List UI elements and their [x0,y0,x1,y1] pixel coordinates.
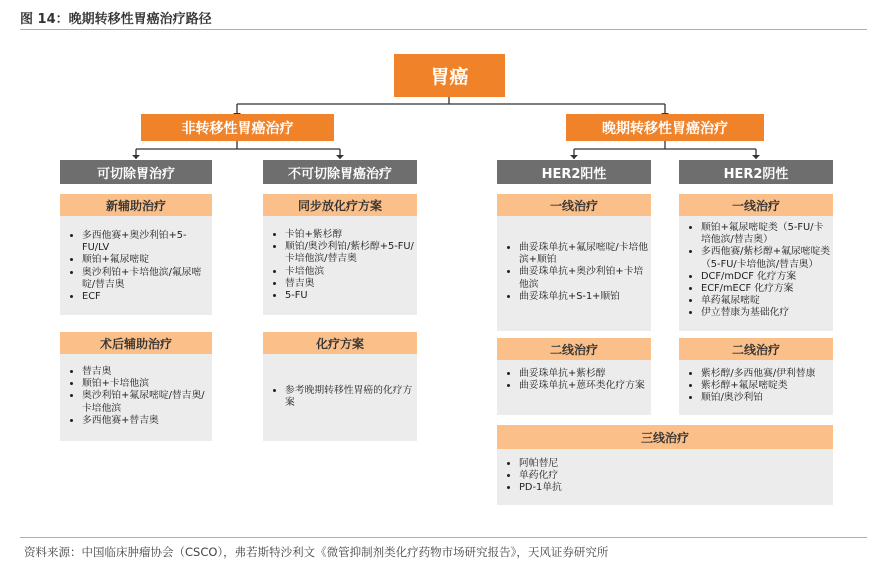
list-item: • 曲妥珠单抗+蒽环类化疗方案 [519,380,651,392]
her2pos-first-line-list [497,242,651,303]
third-line-list [497,458,833,495]
chemo-list [263,385,417,409]
list-item: • 多西他赛+替吉奥 [82,415,212,427]
her2neg-first-line-title: 一线治疗 [731,198,780,213]
list-item: • 替吉奥 [285,278,417,290]
bottom-rule [20,537,867,538]
root-node-gastric-cancer [394,54,505,97]
list-item: • ECF/mECF 化疗方案 [701,283,833,295]
node-resectable [60,160,212,184]
list-item: • 单药化疗 [519,470,833,482]
list-item: • 阿帕替尼 [519,458,833,470]
her2pos-first-line-title: 一线治疗 [549,198,598,213]
unresectable-label: 不可切除胃癌治疗 [287,166,392,182]
panel-her2pos-first-line [497,216,651,331]
list-item: • 顺铂/奥沙利铂/紫杉醇+5-FU/卡培他滨/替吉奥 [285,241,417,265]
header-chemoradiation [263,194,417,216]
chemo-title: 化疗方案 [315,336,364,351]
non-metastatic-label: 非转移性胃癌治疗 [181,120,294,137]
figure-title: 图 14：晚期转移性胃癌治疗路径 [20,12,212,27]
header-adjuvant [60,332,212,354]
list-item: • 单药氟尿嘧啶 [701,295,833,307]
list-item: • 曲妥珠单抗+氟尿嘧啶/卡培他滨+顺铂 [519,242,651,266]
root-label: 胃癌 [430,66,469,88]
header-neoadjuvant [60,194,212,216]
neoadjuvant-title: 新辅助治疗 [105,198,166,213]
header-chemo [263,332,417,354]
node-unresectable [263,160,417,184]
list-item: • 紫杉醇+氟尿嘧啶类 [701,380,833,392]
her2-negative-label: HER2阴性 [723,166,789,182]
list-item: • 5-FU [285,290,417,302]
chemoradiation-title: 同步放化疗方案 [297,198,382,213]
node-non-metastatic [141,114,334,141]
list-item: • 顺铂/奥沙利铂 [701,392,833,404]
list-item: • 奥沙利铂+卡培他滨/氟尿嘧啶/替吉奥 [82,267,212,291]
top-rule [20,29,867,30]
her2neg-second-line-title: 二线治疗 [731,342,780,357]
panel-third-line [497,449,833,505]
node-her2-negative [679,160,833,184]
list-item: • 卡铂+紫杉醇 [285,229,417,241]
list-item: • 顺铂+氟尿嘧啶类（5-FU/卡培他滨/替吉奥） [701,222,833,246]
third-line-title: 三线治疗 [640,430,689,445]
adjuvant-list [60,366,212,427]
header-her2pos-second-line [497,338,651,360]
source-note: 资料来源：中国临床肿瘤协会（CSCO），弗若斯特沙利文《微管抑制剂类化疗药物市场研究报告》，天风证券研究所 [24,545,609,559]
list-item: • 紫杉醇/多西他赛/伊利替康 [701,368,833,380]
list-item: • 卡培他滨 [285,266,417,278]
metastatic-label: 晚期转移性胃癌治疗 [602,120,728,137]
panel-her2pos-second-line [497,360,651,415]
list-item: • 替吉奥 [82,366,212,378]
list-item: • 顺铂+卡培他滨 [82,378,212,390]
her2pos-second-line-title: 二线治疗 [549,342,598,357]
node-her2-positive [497,160,651,184]
list-item: • PD-1单抗 [519,482,833,494]
list-item: • 顺铂+氟尿嘧啶 [82,254,212,266]
header-her2neg-second-line [679,338,833,360]
list-item: • 曲妥珠单抗+S-1+顺铂 [519,291,651,303]
header-her2neg-first-line [679,194,833,216]
node-metastatic [566,114,764,141]
panel-neoadjuvant [60,216,212,315]
her2neg-second-line-list [679,368,833,405]
list-item: • 参考晚期转移性胃癌的化疗方案 [285,385,417,409]
her2neg-first-line-list [679,222,833,320]
adjuvant-title: 术后辅助治疗 [99,336,172,351]
her2pos-second-line-list [497,368,651,392]
list-item: • 曲妥珠单抗+紫杉醇 [519,368,651,380]
resectable-label: 可切除胃治疗 [96,166,175,182]
chemoradiation-list [263,229,417,302]
list-item: • 多西他赛+奥沙利铂+5-FU/LV [82,230,212,254]
list-item: • ECF [82,291,212,303]
her2-positive-label: HER2阳性 [541,166,607,182]
list-item: • 多西他赛/紫杉醇+氟尿嘧啶类（5-FU/卡培他滨/替吉奥） [701,246,833,270]
list-item: • 曲妥珠单抗+奥沙利铂+卡培他滨 [519,266,651,290]
panel-her2neg-first-line [679,216,833,331]
panel-adjuvant [60,354,212,441]
list-item: • DCF/mDCF 化疗方案 [701,271,833,283]
panel-her2neg-second-line [679,360,833,415]
list-item: • 奥沙利铂+氟尿嘧啶/替吉奥/卡培他滨 [82,390,212,414]
header-her2pos-first-line [497,194,651,216]
list-item: • 伊立替康为基础化疗 [701,307,833,319]
panel-chemoradiation [263,216,417,315]
neoadjuvant-list [60,230,212,303]
header-third-line [497,425,833,449]
panel-chemo [263,354,417,441]
